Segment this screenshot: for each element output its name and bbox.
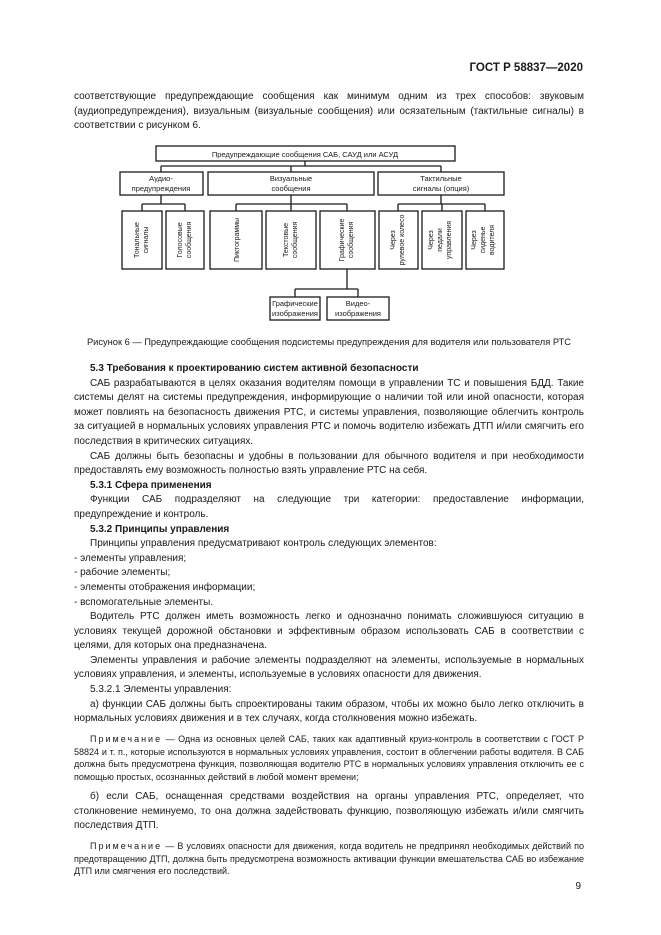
diagram-label-textmsg-1: Текстовые [283,222,290,258]
diagram-label-videoimg-1: Видео- [345,299,371,308]
paragraph-5-3-2: САБ должны быть безопасны и удобны в пользовании для обычного водителя и при необходимости предоставлять ему возможность полностью взять управление РТС на себя. [74,450,584,477]
paragraph-5-3-2-2: Водитель РТС должен иметь возможность легко и однозначно понимать сложившуюся ситуацию в условиях текущей дорожной обстановки и эффективным образом использовать САБ в соответствии с целями, для которых она предназначена. [74,611,584,652]
note-text: — В условиях опасности для движения, когда водитель не предпринял необходимых действий по предотвращению ДТП, должна быть предусмотрена возможность активации функции вмешательства САБ во избежание ДТП или смягчения его последствий. [74,840,584,877]
document-header: ГОСТ Р 58837—2020 [469,62,583,74]
diagram-label-audio-1: Аудио- [149,174,173,183]
section-heading-5-3-2-1: 5.3.2.1 Элементы управления: [90,684,232,696]
diagram-label-tonal-2: сигналы [143,226,150,254]
diagram-label-wheel-2: рулевое колесо [399,214,406,266]
figure-caption: Рисунок 6 — Предупреждающие сообщения подсистемы предупреждения для водителя или пользователя РТС [86,337,572,347]
diagram-box-textmsg [266,211,316,269]
diagram-label-textmsg-2: сообщения [292,221,299,259]
diagram-label-visual-2: сообщения [271,184,311,193]
paragraph-5-3-1-1: Функции САБ подразделяют на следующие три категории: предоставление информации, предупреждение и контроль. [74,494,584,520]
diagram-box-tonal [122,211,162,269]
diagram-label-seat-1: Через [471,230,478,250]
list-item: - вспомогательные элементы. [74,596,214,608]
diagram-label-seat-2: сиденье [480,226,487,254]
diagram-label-pedals-1: Через [428,230,435,250]
diagram-label-videoimg-2: изображения [335,309,381,318]
main-text [74,362,584,878]
paragraph-item-a: а) функции САБ должны быть спроектированы таким образом, чтобы их можно было легко отключить в нормальных условиях движения и в тех случаях, когда столкновения можно избежать. [74,698,584,725]
note-2 [74,840,584,878]
diagram-box-voice [166,211,204,269]
diagram-label-graphmsg-1: Графические [339,218,346,262]
figure-6-diagram [0,0,661,340]
diagram-label-picto: Пиктограммы [234,217,241,263]
diagram-label-top: Предупреждающие сообщения САБ, САУД или АСУД [211,150,399,159]
diagram-label-tactile-1: Тактильные [420,174,462,183]
page-number: 9 [575,881,581,892]
diagram-label-graphimg-2: изображения [272,309,318,318]
diagram-label-voice-2: сообщения [186,221,193,259]
diagram-label-pedals-3: управления [446,220,453,260]
diagram-label-graphimg-1: Графические [272,299,318,308]
intro-text: соответствующие предупреждающие сообщения как минимум одним из трех способов: звуковым (аудиопредупреждения), визуальным (визуальные сообщения) или осязательным (тактильные сигналы) в соответствии с рисунком 6. [74,91,584,132]
note-label: Примечание [90,840,163,851]
note-1 [74,733,584,784]
section-heading-5-3-1: 5.3.1 Сфера применения [90,479,212,491]
section-heading-5-3-2: 5.3.2 Принципы управления [90,523,230,535]
diagram-label-visual-1: Визуальные [269,174,313,183]
diagram-label-seat-3: водителя [489,224,496,256]
paragraph-5-3-2-3: Элементы управления и рабочие элементы подразделяют на элементы, используемые в нормальных условиях управления, и элементы, используемые в условиях опасности для движения. [74,654,584,681]
note-text: — Одна из основных целей САБ, таких как адаптивный круиз-контроль в соответствии с ГОСТ Р 58824 и т. п., которые используются в нормальных условиях управления, состоит в облегчении работы водителя. В САБ должна быть предусмотрена функция, позволяющая водителю РТС в нормальных условиях управления отключить ее с помощью простых, осознанных действий в любой момент времени; [74,733,584,783]
note-label: Примечание [90,733,163,744]
section-heading-5-3: 5.3 Требования к проектированию систем активной безопасности [90,363,419,374]
list-item: - элементы управления; [74,552,187,564]
diagram-label-wheel-1: Через [390,230,397,250]
diagram-label-tactile-2: сигналы (опция) [412,184,470,193]
diagram-label-voice-1: Голосовые [177,222,184,258]
diagram-label-tonal-1: Тональные [134,222,141,258]
paragraph-5-3-2-1: Принципы управления предусматривают контроль следующих элементов: [90,538,437,550]
list-item: - элементы отображения информации; [74,581,256,593]
elements-list [74,552,584,610]
diagram-label-graphmsg-2: сообщения [348,221,355,259]
diagram-label-audio-2: предупреждения [131,184,191,193]
diagram-label-pedals-2: педали [437,228,444,252]
list-item: - рабочие элементы; [74,567,171,579]
paragraph-5-3-1: САБ разрабатываются в целях оказания водителям помощи в управлении ТС и повышения БДД. Такие системы делят на системы предупреждения, информирующие о наличии той или иной опасности, которая может повлиять на безопасность движения РТС, и системы управления, позволяющие облегчить контроль за ситуацией в нормальных условиях управления РТС и помочь водителю избежать ДТП и/или смягчить его последствия в критических ситуациях. [74,377,584,447]
paragraph-item-b: б) если САБ, оснащенная средствами воздействия на органы управления РТС, определяет, что столкновение неминуемо, то она должна задействовать функцию, позволяющую избежать и/или смягчить последствия ДТП. [74,791,584,832]
